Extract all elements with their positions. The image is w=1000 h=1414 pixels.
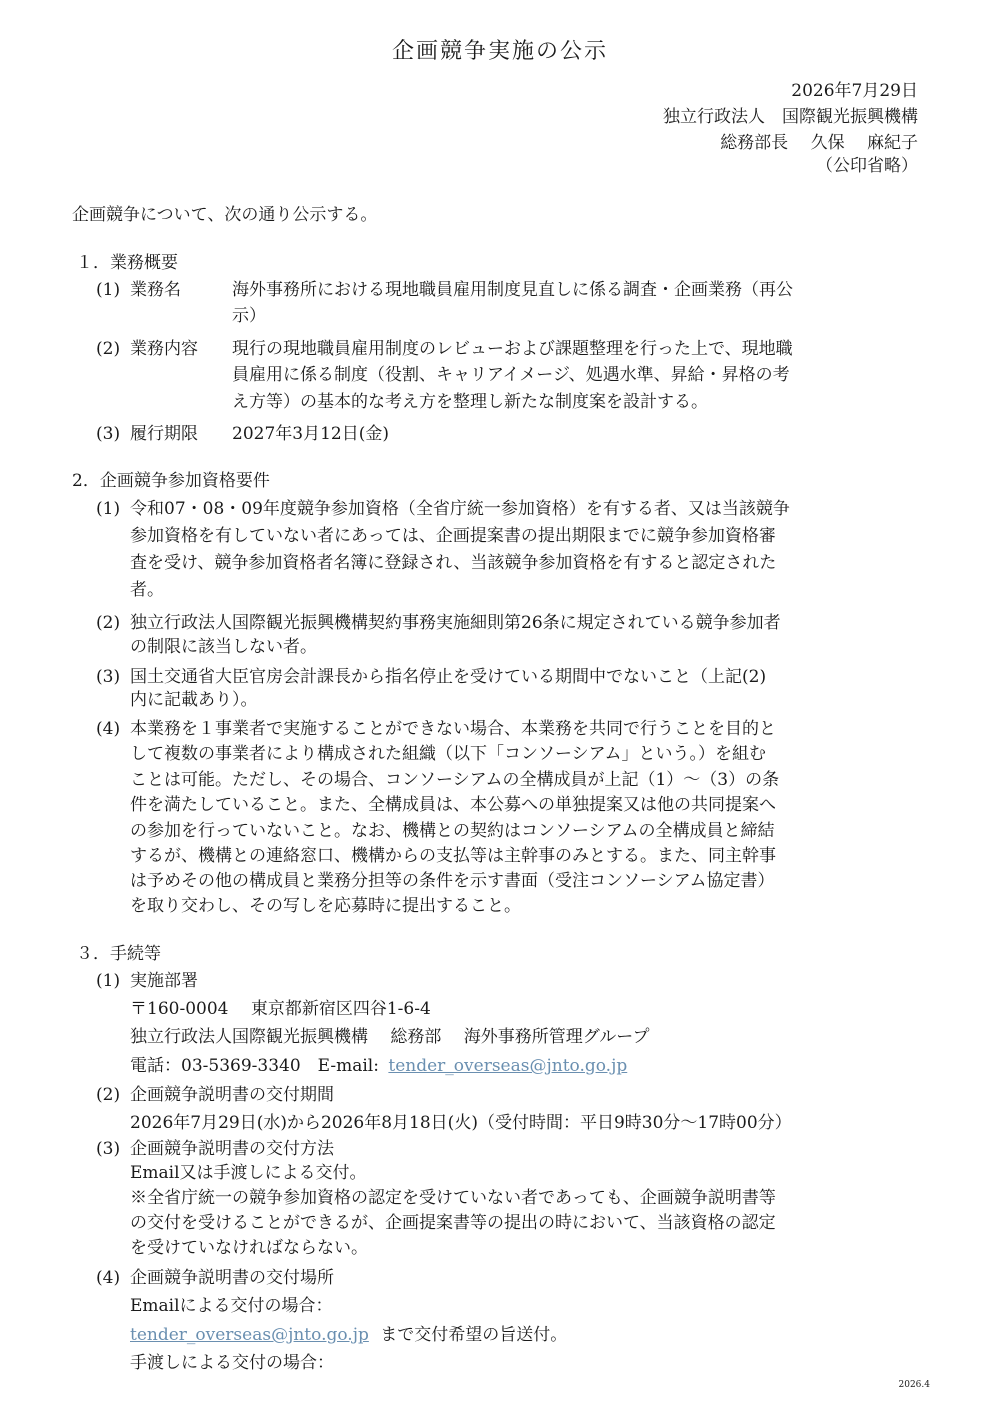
s2-item4-line: するが、機構との連絡窓口、機構からの支払等は主幹事のみとする。また、同主幹事 — [130, 846, 776, 866]
email-link[interactable]: tender_overseas@jnto.go.jp — [130, 1325, 369, 1345]
s3-item1-label: 実施部署 — [130, 971, 198, 991]
department: 独立行政法人国際観光振興機構 総務部 海外事務所管理グループ — [130, 1027, 650, 1047]
s2-item1-line: 者。 — [130, 580, 164, 600]
s2-item1-num: (1) — [96, 499, 121, 519]
s1-item3-line: 2027年3月12日(金) — [232, 424, 389, 444]
section-1-heading: １．業務概要 — [76, 253, 178, 273]
issue-period: 2026年7月29日(水)から2026年8月18日(火)（受付時間：平日9時30分～17時00分） — [130, 1113, 792, 1133]
s2-item4-line: は予めその他の構成員と業務分担等の条件を示す書面（受注コンソーシアム協定書） — [130, 871, 775, 891]
s3-item3-line: を受けていなければならない。 — [130, 1238, 368, 1258]
s2-item3-line: 内に記載あり）。 — [130, 690, 258, 710]
s2-item2-line: 独立行政法人国際観光振興機構契約事務実施細則第26条に規定されている競争参加者 — [130, 613, 781, 633]
s2-item4-line: して複数の事業者により構成された組織（以下「コンソーシアム」という。）を組む — [130, 744, 766, 764]
issuer-org: 独立行政法人 国際観光振興機構 — [663, 107, 918, 127]
s2-item2-num: (2) — [96, 613, 121, 633]
email-request-line — [130, 1322, 567, 1348]
s2-item1-line: 令和07・08・09年度競争参加資格（全省庁統一参加資格）を有する者、又は当該競争 — [130, 499, 790, 519]
signer: 総務部長 久保 麻紀子 — [720, 133, 918, 153]
email-suffix: まで交付希望の旨送付。 — [380, 1325, 568, 1345]
footer-version: 2026.4 — [898, 1380, 930, 1390]
s3-item4-label: 企画競争説明書の交付場所 — [130, 1268, 334, 1288]
s2-item4-line: の参加を行っていないこと。なお、機構との契約はコンソーシアムの全構成員と締結 — [130, 821, 775, 841]
section-2-heading: 2．企画競争参加資格要件 — [72, 471, 270, 491]
intro: 企画競争について、次の通り公示する。 — [72, 205, 378, 225]
s1-item2-line: 現行の現地職員雇用制度のレビューおよび課題整理を行った上で、現地職 — [232, 339, 793, 359]
s2-item4-num: (4) — [96, 719, 121, 739]
s1-item1-num: (1) — [96, 280, 121, 300]
s1-item2-num: (2) — [96, 339, 121, 359]
s2-item4-line: を取り交わし、その写しを応募時に提出すること。 — [130, 896, 521, 916]
section-3-heading: ３．手続等 — [76, 944, 161, 964]
s2-item3-num: (3) — [96, 667, 121, 687]
s1-item1-line: 示） — [232, 306, 266, 326]
hand-case: 手渡しによる交付の場合： — [130, 1353, 334, 1373]
s3-item3-label: 企画競争説明書の交付方法 — [130, 1139, 334, 1159]
seal-note: （公印省略） — [816, 156, 918, 176]
postal-address: 〒160-0004 東京都新宿区四谷1-6-4 — [130, 999, 431, 1019]
page-title: 企画競争実施の公示 — [391, 39, 608, 64]
s3-item1-num: (1) — [96, 971, 121, 991]
s3-item3-line: Email又は手渡しによる交付。 — [130, 1163, 367, 1183]
phone-text: 電話：03-5369-3340 E-mail: — [130, 1056, 379, 1076]
s1-item2-line: え方等）の基本的な考え方を整理し新たな制度案を設計する。 — [232, 392, 708, 412]
date: 2026年7月29日 — [791, 81, 918, 101]
s1-item1-line: 海外事務所における現地職員雇用制度見直しに係る調査・企画業務（再公 — [232, 280, 793, 300]
contact-line — [130, 1053, 627, 1079]
s2-item2-line: の制限に該当しない者。 — [130, 637, 317, 657]
s3-item3-line: の交付を受けることができるが、企画提案書等の提出の時において、当該資格の認定 — [130, 1213, 776, 1233]
s2-item4-line: ことは可能。ただし、その場合、コンソーシアムの全構成員が上記（1）～（3）の条 — [130, 770, 780, 790]
s1-item2-label: 業務内容 — [130, 339, 198, 359]
s2-item4-line: 本業務を１事業者で実施することができない場合、本業務を共同で行うことを目的と — [130, 719, 776, 739]
s2-item1-line: 査を受け、競争参加資格者名簿に登録され、当該競争参加資格を有すると認定された — [130, 553, 777, 573]
s2-item1-line: 参加資格を有していない者にあっては、企画提案書の提出期限までに競争参加資格審 — [130, 526, 776, 546]
s2-item4-line: 件を満たしていること。また、全構成員は、本公募への単独提案又は他の共同提案へ — [130, 795, 776, 815]
s3-item3-num: (3) — [96, 1139, 121, 1159]
s3-item4-num: (4) — [96, 1268, 121, 1288]
s1-item3-label: 履行期限 — [130, 424, 198, 444]
s1-item3-num: (3) — [96, 424, 121, 444]
s3-item2-num: (2) — [96, 1085, 121, 1105]
email-link[interactable]: tender_overseas@jnto.go.jp — [388, 1056, 628, 1076]
s3-item3-line: ※全省庁統一の競争参加資格の認定を受けていない者であっても、企画競争説明書等 — [130, 1188, 776, 1208]
s3-item2-label: 企画競争説明書の交付期間 — [130, 1085, 334, 1105]
s2-item3-line: 国土交通省大臣官房会計課長から指名停止を受けている期間中でないこと（上記(2) — [130, 667, 767, 687]
email-case: Emailによる交付の場合： — [130, 1296, 333, 1316]
s1-item2-line: 員雇用に係る制度（役割、キャリアイメージ、処遇水準、昇給・昇格の考 — [232, 365, 790, 385]
s1-item1-label: 業務名 — [130, 280, 181, 300]
